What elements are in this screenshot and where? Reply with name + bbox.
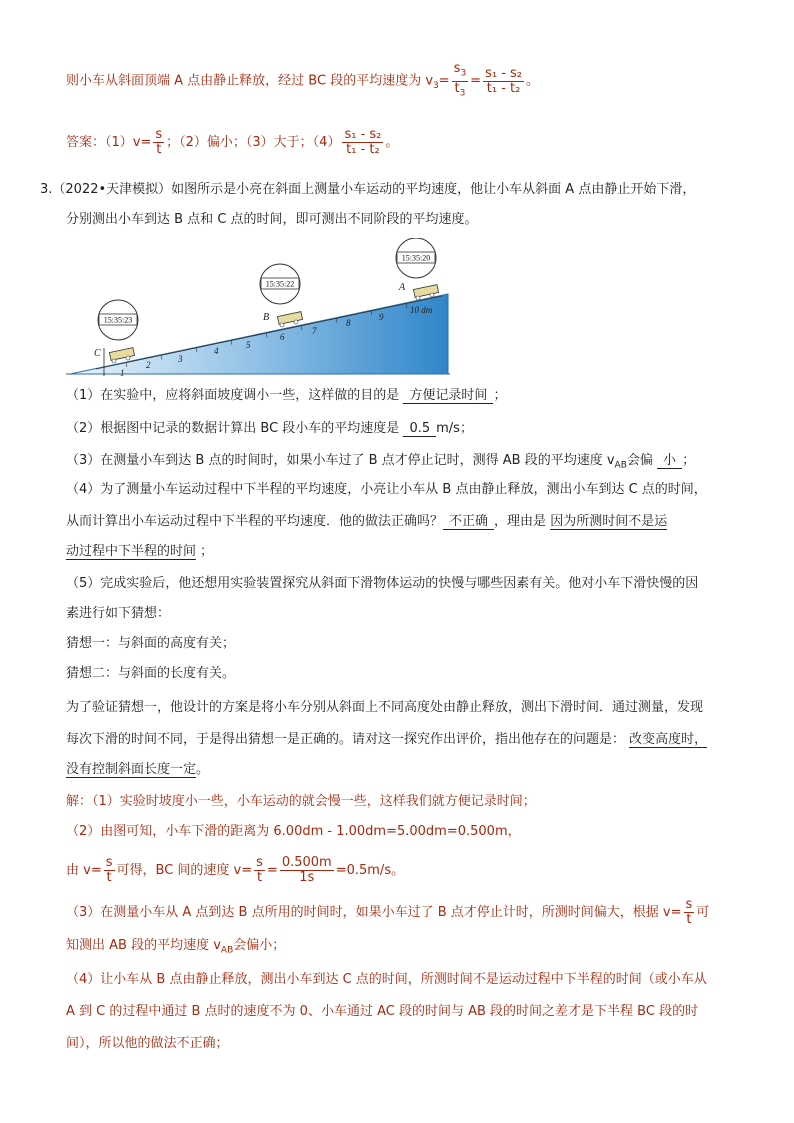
solution-3-fraction-1: $\frac{s}{t}$ xyxy=(105,855,113,885)
part-1-answer: 方便记录时间 xyxy=(403,388,493,404)
part-1: （1）在实验中，应将斜面坡度调小一些，这样做的目的是 方便记录时间 ； xyxy=(66,388,507,403)
intro-line: 则小车从斜面顶端 A 点由静止释放，经过 BC 段的平均速度为 $v_3=$ $\frac{s_3}{t_3}$ = $\frac{\text{s₁ - s₂}}{\text{t₁ - t₂}}$ 。 xyxy=(66,61,540,99)
svg-text:15:35:20: 15:35:20 xyxy=(401,253,431,263)
point-a-label: A xyxy=(399,282,406,293)
answer-fraction-2: $\frac{\text{s₁ - s₂}}{\text{t₁ - t₂}}$ xyxy=(344,127,382,157)
tick-label-7: 7 xyxy=(312,326,317,336)
solution-2: （2）由图可知，小车下滑的距离为 6.00dm - 1.00dm=5.00dm=0.500m， xyxy=(66,824,521,839)
part-3: （3）在测量小车到达 B 点的时间时，如果小车过了 B 点才停止记时，测得 AB 段的平均速度 $v_{AB}$会偏 小 ； xyxy=(66,453,696,471)
tick-label-9: 9 xyxy=(379,312,384,322)
cart-b xyxy=(277,312,302,327)
point-c-label: C xyxy=(94,348,101,359)
tick-label-5: 5 xyxy=(246,340,251,350)
intro-text: 则小车从斜面顶端 A 点由静止释放，经过 BC 段的平均速度为 v xyxy=(66,73,434,89)
clock-a xyxy=(396,238,436,278)
part-4-answer-1: 不正确 xyxy=(443,514,494,530)
part-4-answer-2a: 因为所测时间不是运 xyxy=(550,514,668,529)
tick-label-3: 3 xyxy=(178,354,183,364)
tick-label-8: 8 xyxy=(346,318,351,328)
solution-6: （4）让小车从 B 点由静止释放，测出小车到达 C 点的时间，所测时间不是运动过程中下半程的时间（或小车从 xyxy=(66,972,707,987)
point-b-label: B xyxy=(263,312,270,323)
solution-1: 解：（1）实验时坡度小一些，小车运动的就会慢一些，这样我们就方便记录时间； xyxy=(66,794,536,809)
answer-fraction-1: $\frac{s}{t}$ xyxy=(155,127,163,157)
part-4-line-2: 从而计算出小车运动过程中下半程的平均速度．他的做法正确吗？ 不正确 ，理由是 因为所测时间不是运 xyxy=(66,514,668,529)
intro-sub: 3 xyxy=(433,81,439,92)
part-5-answer-b: 没有控制斜面长度一定 xyxy=(66,762,197,777)
clock-c xyxy=(98,300,138,340)
tick-label-6: 6 xyxy=(280,332,285,342)
solution-8: 间），所以他的做法不正确； xyxy=(66,1036,229,1051)
part-4-line-1: （4）为了测量小车运动过程中下半程的平均速度，小亮让小车从 B 点由静止释放，测出小车到达 C 点的时间， xyxy=(66,482,707,497)
part-4-line-3: 动过程中下半程的时间 ； xyxy=(66,544,214,559)
svg-text:15:35:22: 15:35:22 xyxy=(265,279,295,289)
part-5-line-1: （5）完成实验后，他还想用实验装置探究从斜面下滑物体运动的快慢与哪些因素有关。他对小车下滑快慢的因 xyxy=(66,576,699,591)
tick-label-1: 1 xyxy=(120,368,125,378)
guess-2: 猜想二：与斜面的长度有关。 xyxy=(66,666,236,681)
part-2-answer: 0.5 xyxy=(403,421,436,437)
solution-4-fraction: $\frac{s}{t}$ xyxy=(685,897,693,927)
part-5-line-4: 每次下滑的时间不同，于是得出猜想一是正确的。请对这一探究作出评价，指出他存在的问题是： 改变高度时， xyxy=(66,732,708,747)
solution-3-fraction-3: $\frac{0.500m}{1s}$ xyxy=(281,855,332,885)
part-5-line-3: 为了验证猜想一，他设计的方案是将小车分别从斜面上不同高度处由静止释放，测出下滑时间．通过测量，发现 xyxy=(66,700,704,715)
answer-line: 答案：（1）v= $\frac{s}{t}$ ；（2）偏小；（3）大于；（4） $\frac{\text{s₁ - s₂}}{\text{t₁ - t₂}}$ 。 xyxy=(66,127,399,157)
intro-fraction-2: $\frac{\text{s₁ - s₂}}{\text{t₁ - t₂}}$ xyxy=(485,65,523,96)
tick-label-4: 4 xyxy=(214,346,219,356)
solution-3: 由 v= $\frac{s}{t}$ 可得，BC 间的速度 v= $\frac{s}{t}$ = $\frac{0.500m}{1s}$ =0.5m/s。 xyxy=(66,855,405,885)
part-5-answer-a: 改变高度时， xyxy=(629,732,708,747)
part-3-answer: 小 xyxy=(657,453,682,469)
intro-fraction-1: $\frac{s_3}{t_3}$ xyxy=(453,61,467,99)
clock-b xyxy=(260,264,300,304)
svg-text:15:35:23: 15:35:23 xyxy=(103,315,133,325)
solution-4: （3）在测量小车从 A 点到达 B 点所用的时间时，如果小车过了 B 点才停止计时，所测时间偏大，根据 v= $\frac{s}{t}$ 可 xyxy=(66,897,710,927)
tick-label-2: 2 xyxy=(146,360,151,370)
solution-5: 知测出 AB 段的平均速度 $v_{AB}$会偏小； xyxy=(66,938,286,956)
question-3-line-1: 3.（2022•天津模拟）如图所示是小亮在斜面上测量小车运动的平均速度，他让小车从斜面 A 点由静止开始下滑， xyxy=(40,182,696,197)
part-2: （2）根据图中记录的数据计算出 BC 段小车的平均速度是 0.5 m/s； xyxy=(66,421,473,436)
part-5-line-2: 素进行如下猜想： xyxy=(66,606,171,621)
incline-figure xyxy=(66,238,466,378)
solution-3-fraction-2: $\frac{s}{t}$ xyxy=(256,855,263,885)
unit-label: 10 dm xyxy=(410,305,433,315)
part-4-answer-2b: 动过程中下半程的时间 xyxy=(66,544,197,559)
question-3-line-2: 分别测出小车到达 B 点和 C 点的时间，即可测出不同阶段的平均速度。 xyxy=(66,212,478,227)
solution-7: A 到 C 的过程中通过 B 点时的速度不为 0、小车通过 AC 段的时间与 AB 段的时间之差才是下半程 BC 段的时 xyxy=(66,1004,699,1019)
part-5-line-5: 没有控制斜面长度一定。 xyxy=(66,762,210,777)
intro-eq: = xyxy=(438,73,450,89)
guess-1: 猜想一：与斜面的高度有关； xyxy=(66,636,236,651)
